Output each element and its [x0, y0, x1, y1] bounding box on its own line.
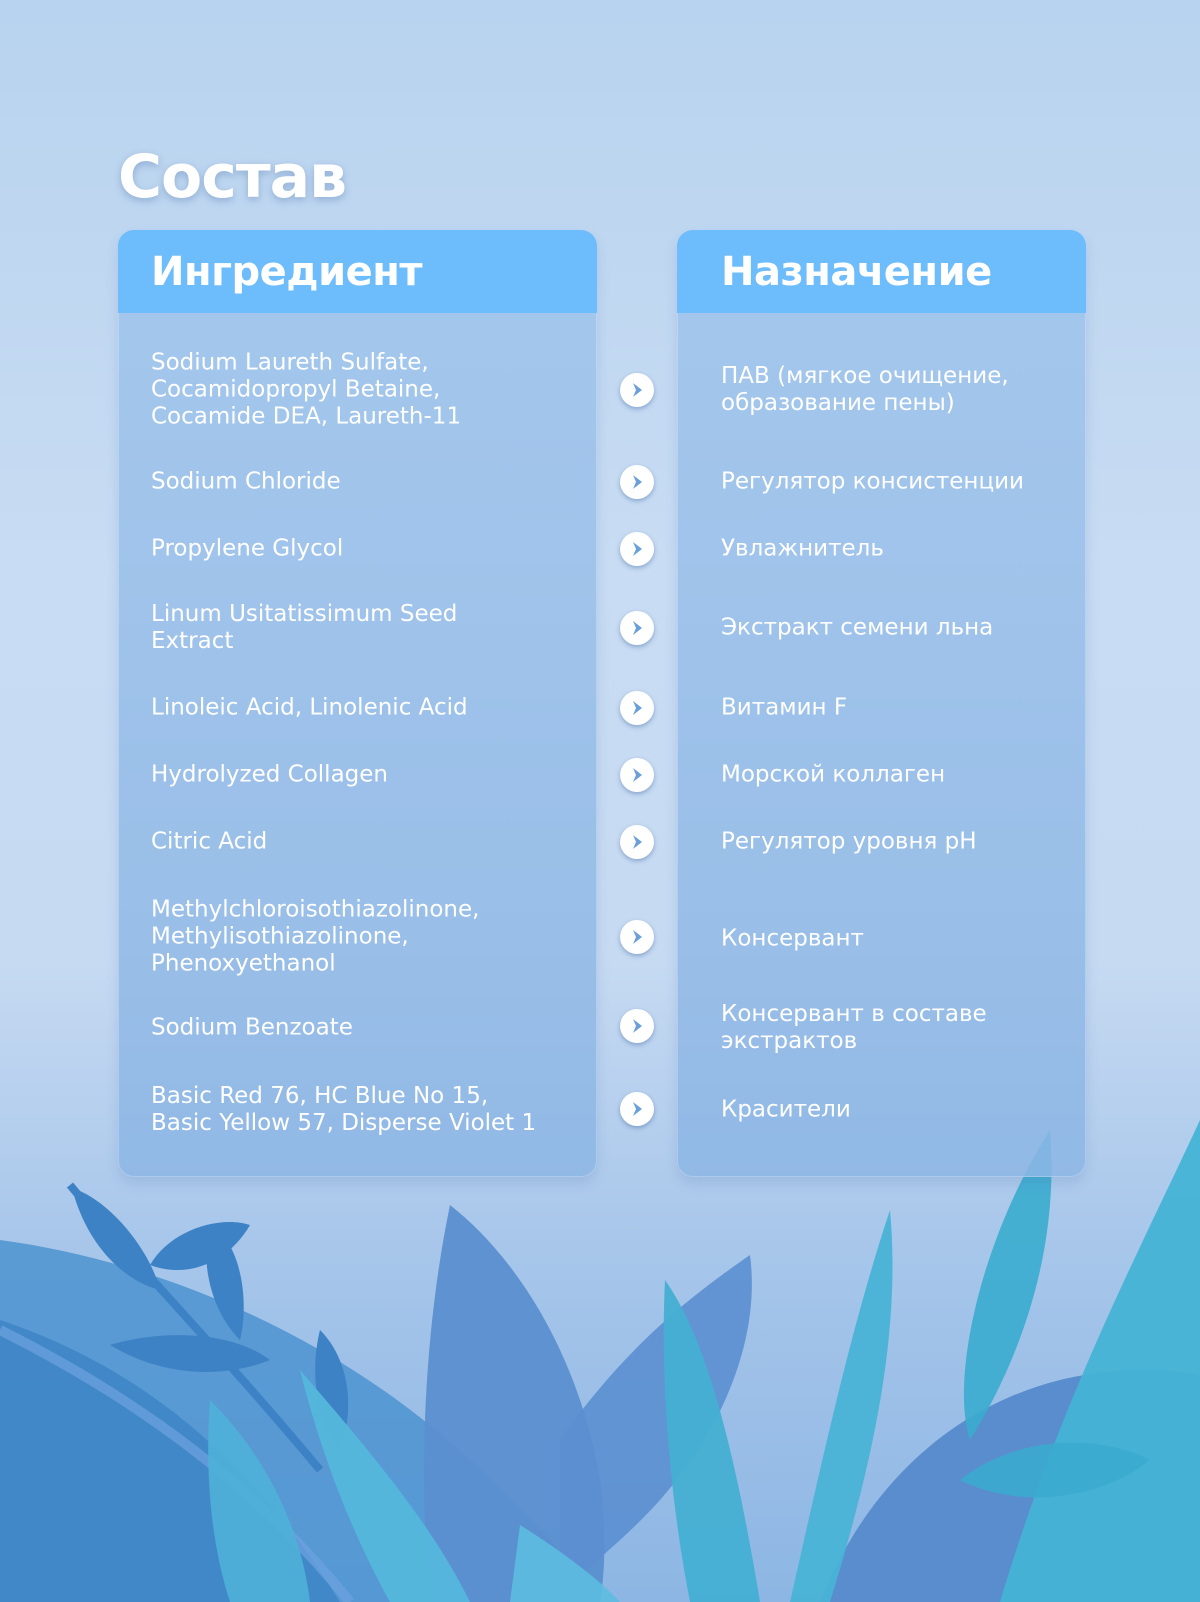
purpose-column	[677, 230, 1086, 1177]
ingredient-cell: Methylchloroisothiazolinone, Methylisothiazolinone, Phenoxyethanol	[151, 896, 480, 977]
purpose-cell: Регулятор уровня pH	[721, 828, 977, 855]
purpose-cell: Регулятор консистенции	[721, 468, 1025, 495]
chevron-right-icon	[620, 465, 654, 499]
purpose-cell: Консервант	[721, 925, 864, 952]
purpose-list	[677, 230, 1086, 1177]
chevron-right-icon	[620, 758, 654, 792]
ingredient-column-header: Ингредиент	[118, 230, 597, 313]
purpose-cell: Увлажнитель	[721, 535, 884, 562]
ingredient-cell: Linum Usitatissimum Seed Extract	[151, 601, 458, 654]
chevron-right-icon	[620, 532, 654, 566]
page-title: Состав	[118, 142, 347, 212]
chevron-right-icon	[620, 1009, 654, 1043]
chevron-right-icon	[620, 611, 654, 645]
chevron-right-icon	[620, 825, 654, 859]
purpose-cell: Экстракт семени льна	[721, 614, 994, 641]
chevron-right-icon	[620, 691, 654, 725]
purpose-cell: Красители	[721, 1096, 851, 1123]
purpose-column-header: Назначение	[677, 230, 1086, 313]
ingredient-cell: Citric Acid	[151, 828, 268, 855]
ingredient-column	[118, 230, 597, 1177]
ingredient-cell: Hydrolyzed Collagen	[151, 761, 388, 788]
chevron-right-icon	[620, 1092, 654, 1126]
ingredient-cell: Sodium Laureth Sulfate, Cocamidopropyl Betaine, Cocamide DEA, Laureth-11	[151, 349, 462, 430]
ingredient-cell: Propylene Glycol	[151, 535, 344, 562]
row-arrows	[600, 0, 674, 1602]
chevron-right-icon	[620, 920, 654, 954]
purpose-cell: ПАВ (мягкое очищение, образование пены)	[721, 363, 1009, 416]
purpose-cell: Морской коллаген	[721, 761, 946, 788]
ingredient-cell: Sodium Benzoate	[151, 1014, 353, 1041]
ingredient-cell: Linoleic Acid, Linolenic Acid	[151, 694, 468, 721]
ingredient-cell: Basic Red 76, HC Blue No 15, Basic Yellow 57, Disperse Violet 1	[151, 1083, 537, 1136]
purpose-cell: Консервант в составе экстрактов	[721, 1001, 987, 1054]
purpose-cell: Витамин F	[721, 694, 848, 721]
ingredient-cell: Sodium Chloride	[151, 468, 341, 495]
ingredient-list	[118, 230, 597, 1177]
chevron-right-icon	[620, 373, 654, 407]
